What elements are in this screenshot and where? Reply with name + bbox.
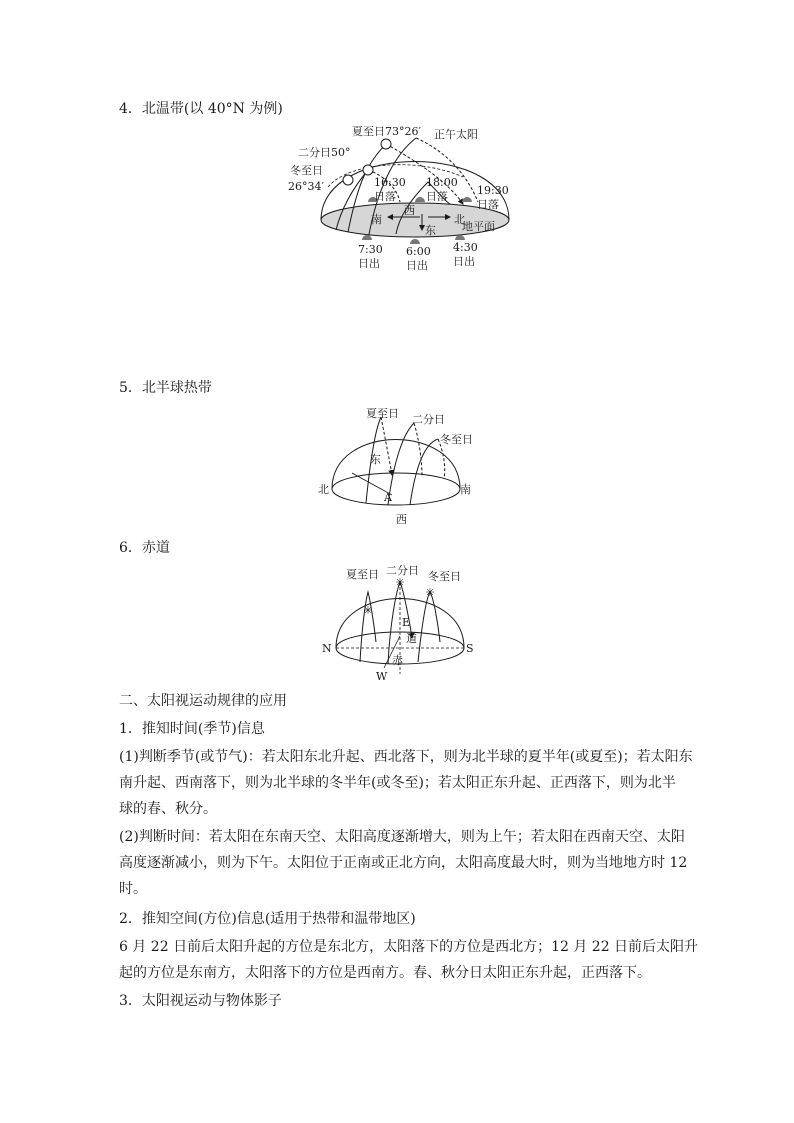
label-rise-2: 日出 [406,259,428,272]
sun-icon-equinox: ✳ [395,576,405,589]
label-north: 北 [454,213,465,226]
label-s: S [466,642,474,655]
label-set-1: 日落 [374,190,396,203]
label-horizon: 地平面 [462,220,495,233]
label-equinox: 二分日 [412,413,445,426]
label-east: 东 [370,453,381,466]
tropics-sun-path-diagram [316,403,486,528]
label-dao: 道 [406,632,417,645]
label-1930: 19:30 [477,184,509,197]
equator-sun-path-diagram [318,564,488,682]
sun-icon-winter: ✳ [425,586,435,599]
part2-sub1-line1: (1)判断季节(或节气)：若太阳东北升起、西北落下，则为北半球的夏半年(或夏至)；若太阳东 [119,749,693,765]
label-n: N [322,642,332,655]
label-west: 西 [396,513,407,526]
label-set-2: 日落 [426,190,448,203]
section-4-title: 4．北温带(以 40°N 为例) [119,101,283,117]
label-summer: 夏至日73°26′ [352,125,421,138]
label-set-3: 日落 [477,198,499,211]
label-west: 西 [404,204,415,217]
label-east: 东 [425,224,436,237]
label-winter-a: 冬至日 [290,164,323,177]
label-winter: 冬至日 [428,570,461,583]
part2-sub1-line2: 南升起、西南落下，则为北半球的冬半年(或冬至)；若太阳正东升起、正西落下，则为北半 [119,775,676,791]
section-6-title: 6．赤道 [119,540,170,556]
label-e: E [402,616,411,629]
part2-sub2-line1: (2)判断时间：若太阳在东南天空、太阳高度逐渐增大，则为上午；若太阳在西南天空、太阳 [119,829,685,845]
label-summer: 夏至日 [366,407,399,420]
label-north: 北 [318,483,329,496]
label-south: 南 [371,213,382,226]
label-chi: 赤 [392,654,403,667]
part2-sub2-line2: 高度逐渐减小，则为下午。太阳位于正南或正北方向，太阳高度最大时，则为当地地方时 12 [119,855,688,871]
label-winter: 冬至日 [440,433,473,446]
label-noon-sun: 正午太阳 [434,128,478,141]
part2-sub1-line3: 球的春、秋分。 [119,801,217,817]
temperate-sun-path-diagram [288,122,518,272]
part2-sub3-line1: 6 月 22 日前后太阳升起的方位是东北方，太阳落下的方位是西北方；12 月 22 日前后太阳升 [119,939,699,955]
label-0730: 7:30 [358,243,383,256]
part2-sub1-title: 1．推知时间(季节)信息 [119,721,265,737]
label-a: A [384,491,392,504]
label-0430: 4:30 [453,241,478,254]
part2-sub3-line2: 起的方位是东南方，太阳落下的方位是西南方。春、秋分日太阳正东升起，正西落下。 [119,965,651,981]
part2-title: 二、太阳视运动规律的应用 [119,693,287,709]
label-equinox: 二分日 [386,564,419,577]
label-south: 南 [460,483,471,496]
part2-sub4-title: 3．太阳视运动与物体影子 [119,993,282,1009]
label-w: W [376,670,388,683]
sun-icon-summer: ✳ [363,604,373,617]
label-winter-b: 26°34′ [288,180,324,193]
label-1800: 18:00 [426,176,458,189]
section-5-title: 5．北半球热带 [119,380,212,396]
label-summer: 夏至日 [346,568,379,581]
label-equinox: 二分日50° [298,146,351,159]
part2-sub3-title: 2．推知空间(方位)信息(适用于热带和温带地区) [119,911,416,927]
label-rise-1: 日出 [358,257,380,270]
label-0600: 6:00 [406,245,431,258]
label-1630: 16:30 [374,176,406,189]
label-rise-3: 日出 [453,255,475,268]
part2-sub2-line3: 时。 [119,881,147,897]
